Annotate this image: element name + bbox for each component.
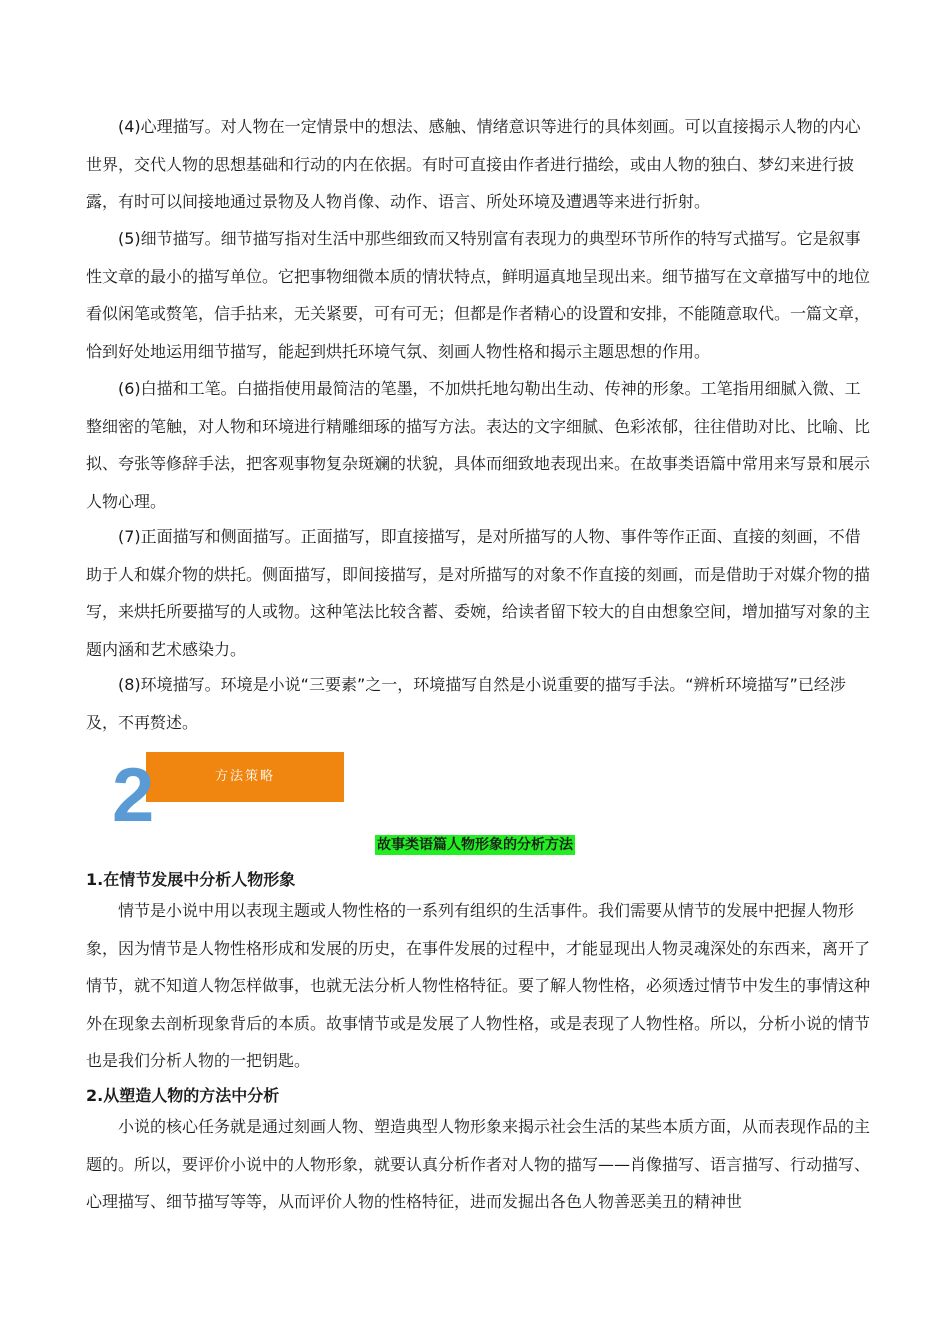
- paragraph-detail-description: (5)细节描写。细节描写指对生活中那些细致而又特别富有表现力的典型环节所作的特写式描写。它是叙事性文章的最小的描写单位。它把事物细微本质的情状特点，鲜明逼真地呈现出来。细节描写在文章描写中的地位看似闲笔或赘笔，信手拈来，无关紧要，可有可无；但都是作者精心的设置和安排，不能随意取代。一篇文章，恰到好处地运用细节描写，能起到烘托环境气氛、刻画人物性格和揭示主题思想的作用。: [86, 229, 871, 361]
- section-banner: [112, 748, 352, 838]
- paragraph-direct-indirect-description: (7)正面描写和侧面描写。正面描写，即直接描写，是对所描写的人物、事件等作正面、直接的刻画，不借助于人和媒介物的烘托。侧面描写，即间接描写，是对所描写的对象不作直接的刻画，而是借助于对媒介物的描写，来烘托所要描写的人或物。这种笔法比较含蓄、委婉，给读者留下较大的自由想象空间，增加描写对象的主题内涵和艺术感染力。: [86, 527, 871, 659]
- section-label: 方法策略: [214, 769, 275, 784]
- subsection-body-2: 小说的核心任务就是通过刻画人物、塑造典型人物形象来揭示社会生活的某些本质方面，从而表现作品的主题的。所以，要评价小说中的人物形象，就要认真分析作者对人物的描写——肖像描写、语言描写、行动描写、心理描写、细节描写等等，从而评价人物的性格特征，进而发掘出各色人物善恶美丑的精神世: [86, 1117, 871, 1211]
- paragraph-environment-description: (8)环境描写。环境是小说“三要素”之一，环境描写自然是小说重要的描写手法。“辨析环境描写”已经涉及，不再赘述。: [86, 675, 846, 732]
- paragraph-sketch-and-fine-brush: (6)白描和工笔。白描指使用最简洁的笔墨，不加烘托地勾勒出生动、传神的形象。工笔指用细腻入微、工整细密的笔触，对人物和环境进行精雕细琢的描写方法。表达的文字细腻、色彩浓郁，往往借助对比、比喻、比拟、夸张等修辞手法，把客观事物复杂斑斓的状貌，具体而细致地表现出来。在故事类语篇中常用来写景和展示人物心理。: [86, 379, 871, 511]
- paragraph-psychological-description: (4)心理描写。对人物在一定情景中的想法、感触、情绪意识等进行的具体刻画。可以直接揭示人物的内心世界，交代人物的思想基础和行动的内在依据。有时可直接由作者进行描绘，或由人物的独白、梦幻来进行披露，有时可以间接地通过景物及人物肖像、动作、语言、所处环境及遭遇等来进行折射。: [86, 117, 861, 211]
- section-title: [0, 834, 950, 855]
- section-number: 2: [112, 753, 155, 838]
- subsection-body-1: 情节是小说中用以表现主题或人物性格的一系列有组织的生活事件。我们需要从情节的发展中把握人物形象，因为情节是人物性格形成和发展的历史，在事件发展的过程中，才能显现出人物灵魂深处的东西来，离开了情节，就不知道人物怎样做事，也就无法分析人物性格特征。要了解人物性格，必须透过情节中发生的事情这种外在现象去剖析现象背后的本质。故事情节或是发展了人物性格，或是表现了人物性格。所以，分析小说的情节也是我们分析人物的一把钥匙。: [86, 901, 871, 1070]
- subsection-heading-1: 1.在情节发展中分析人物形象: [86, 870, 296, 889]
- subsection-heading-2: 2.从塑造人物的方法中分析: [86, 1086, 280, 1105]
- section-title-text: 故事类语篇人物形象的分析方法: [377, 837, 573, 853]
